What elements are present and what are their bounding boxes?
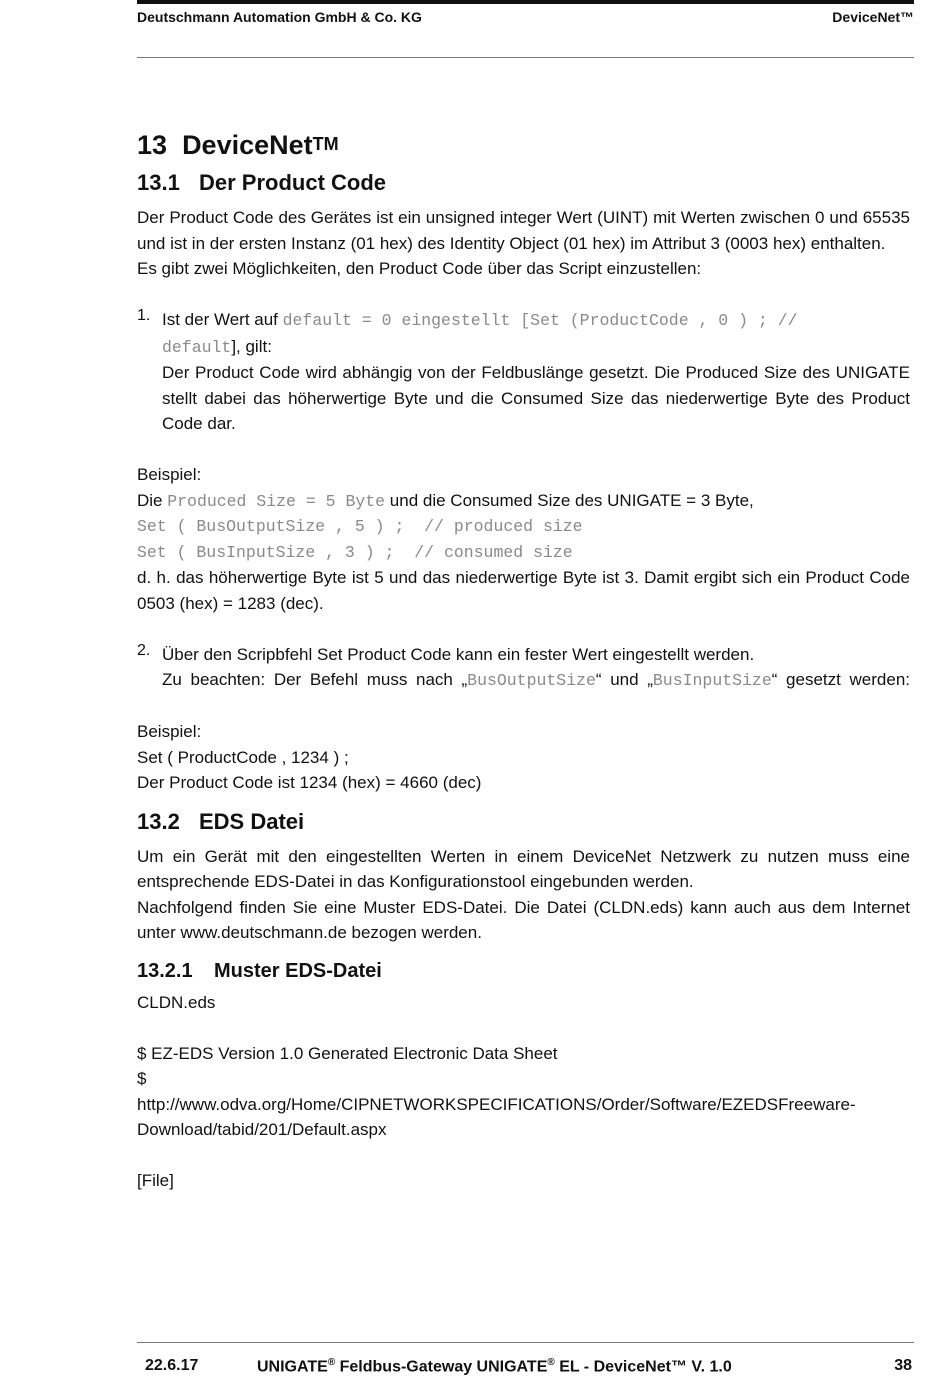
trademark-mark: TM	[312, 134, 339, 154]
list-item-1	[137, 307, 910, 437]
paragraph-eds-download: Nachfolgend finden Sie eine Muster EDS-Datei. Die Datei (CLDN.eds) kann auch aus dem Internet unter www.deutschmann.de bezogen werden.	[137, 897, 910, 942]
example1-post: und die Consumed Size des UNIGATE = 3 Byte,	[385, 490, 754, 510]
paragraph-product-code-intro: Der Product Code des Gerätes ist ein unsigned integer Wert (UINT) mit Werten zwischen 0 und 65535 und ist in der ersten Instanz (01 hex) des Identity Object (01 hex) im Attribut 3 (0003 hex) enthalten.	[137, 208, 910, 253]
header-product: DeviceNet™	[832, 9, 914, 25]
header-top-bar	[137, 0, 914, 4]
subsection-title: Muster EDS-Datei	[214, 959, 382, 982]
section-number: 13.2	[137, 808, 180, 834]
item1-pre: Ist der Wert auf	[162, 310, 283, 329]
item1-body: Der Product Code wird abhängig von der Feldbuslänge gesetzt. Die Produced Size des UNIGATE stellt dabei das höherwertige Byte und die Consumed Size das niederwertige Byte des Product Code dar.	[162, 363, 910, 433]
header-company: Deutschmann Automation GmbH & Co. KG	[137, 9, 422, 25]
section-title: EDS Datei	[199, 808, 305, 834]
example2-line2: Der Product Code ist 1234 (hex) = 4660 (dec)	[137, 773, 482, 792]
eds-line-1: $ EZ-EDS Version 1.0 Generated Electronic Data Sheet	[137, 1043, 558, 1063]
list-marker: 2.	[137, 641, 151, 659]
page-content	[137, 128, 910, 1194]
footer-date: 22.6.17	[145, 1357, 199, 1374]
example-label: Beispiel:	[137, 465, 202, 484]
section-number: 13.1	[137, 170, 180, 195]
footer-title: UNIGATE® Feldbus-Gateway UNIGATE® EL - DeviceNet™ V. 1.0	[257, 1357, 732, 1376]
subsection-number: 13.2.1	[137, 959, 193, 982]
example-label: Beispiel:	[137, 722, 202, 741]
list-marker: 1.	[137, 307, 151, 324]
header-rule	[137, 57, 914, 58]
item1-post: ], gilt:	[231, 336, 272, 356]
eds-url-line-1: http://www.odva.org/Home/CIPNETWORKSPECIFICATIONS/Order/Software/EZEDSFreeware-	[137, 1094, 856, 1114]
example1-code-line-1: Set ( BusOutputSize , 5 ) ; // produced size	[137, 517, 583, 536]
eds-file-section: [File]	[137, 1171, 174, 1190]
section-heading-13-1	[137, 169, 910, 197]
section-title: Der Product Code	[199, 170, 387, 195]
subsection-heading-13-2-1	[137, 958, 910, 984]
section-heading-13-2	[137, 808, 910, 836]
chapter-number: 13	[137, 130, 168, 160]
footer-page-number: 38	[894, 1357, 912, 1374]
item1-code-default-tail: default	[162, 337, 232, 357]
paragraph-eds-intro: Um ein Gerät mit den eingestellten Werten in einem DeviceNet Netzwerk zu nutzen muss eine entsprechende EDS-Datei in das Konfigurationstool eingebunden werden.	[137, 846, 910, 891]
example1-pre: Die	[137, 490, 168, 510]
item2-line1: Über den Scripbfehl Set Product Code kann ein fester Wert eingestellt werden.	[162, 644, 755, 664]
example1-code-produced: Produced Size = 5 Byte	[167, 491, 386, 511]
example1-result: d. h. das höherwertige Byte ist 5 und das niederwertige Byte ist 3. Damit ergibt sich ein Product Code 0503 (hex) = 1283 (dec).	[137, 568, 910, 613]
footer-rule	[137, 1342, 914, 1343]
chapter-title: DeviceNet	[182, 130, 313, 160]
item2-code-busoutputsize: BusOutputSize	[467, 671, 596, 690]
item2-post: “ gesetzt werden:	[771, 670, 910, 689]
list-item-2	[137, 642, 910, 694]
paragraph-two-options: Es gibt zwei Möglichkeiten, den Product Code über das Script einzustellen:	[137, 259, 702, 278]
item2-pre: Zu beachten: Der Befehl muss nach „	[162, 670, 468, 689]
chapter-heading	[137, 128, 910, 161]
eds-filename: CLDN.eds	[137, 992, 216, 1012]
example2-line1: Set ( ProductCode , 1234 ) ;	[137, 747, 349, 767]
eds-line-2: $	[137, 1069, 147, 1088]
eds-url-line-2: Download/tabid/201/Default.aspx	[137, 1120, 387, 1139]
item1-code-default: default = 0 eingestellt [Set (ProductCode , 0 ) ; //	[282, 311, 798, 330]
item2-mid: “ und „	[595, 670, 653, 689]
item2-code-businputsize: BusInputSize	[652, 671, 772, 690]
example1-code-line-2: Set ( BusInputSize , 3 ) ; // consumed size	[137, 542, 573, 562]
